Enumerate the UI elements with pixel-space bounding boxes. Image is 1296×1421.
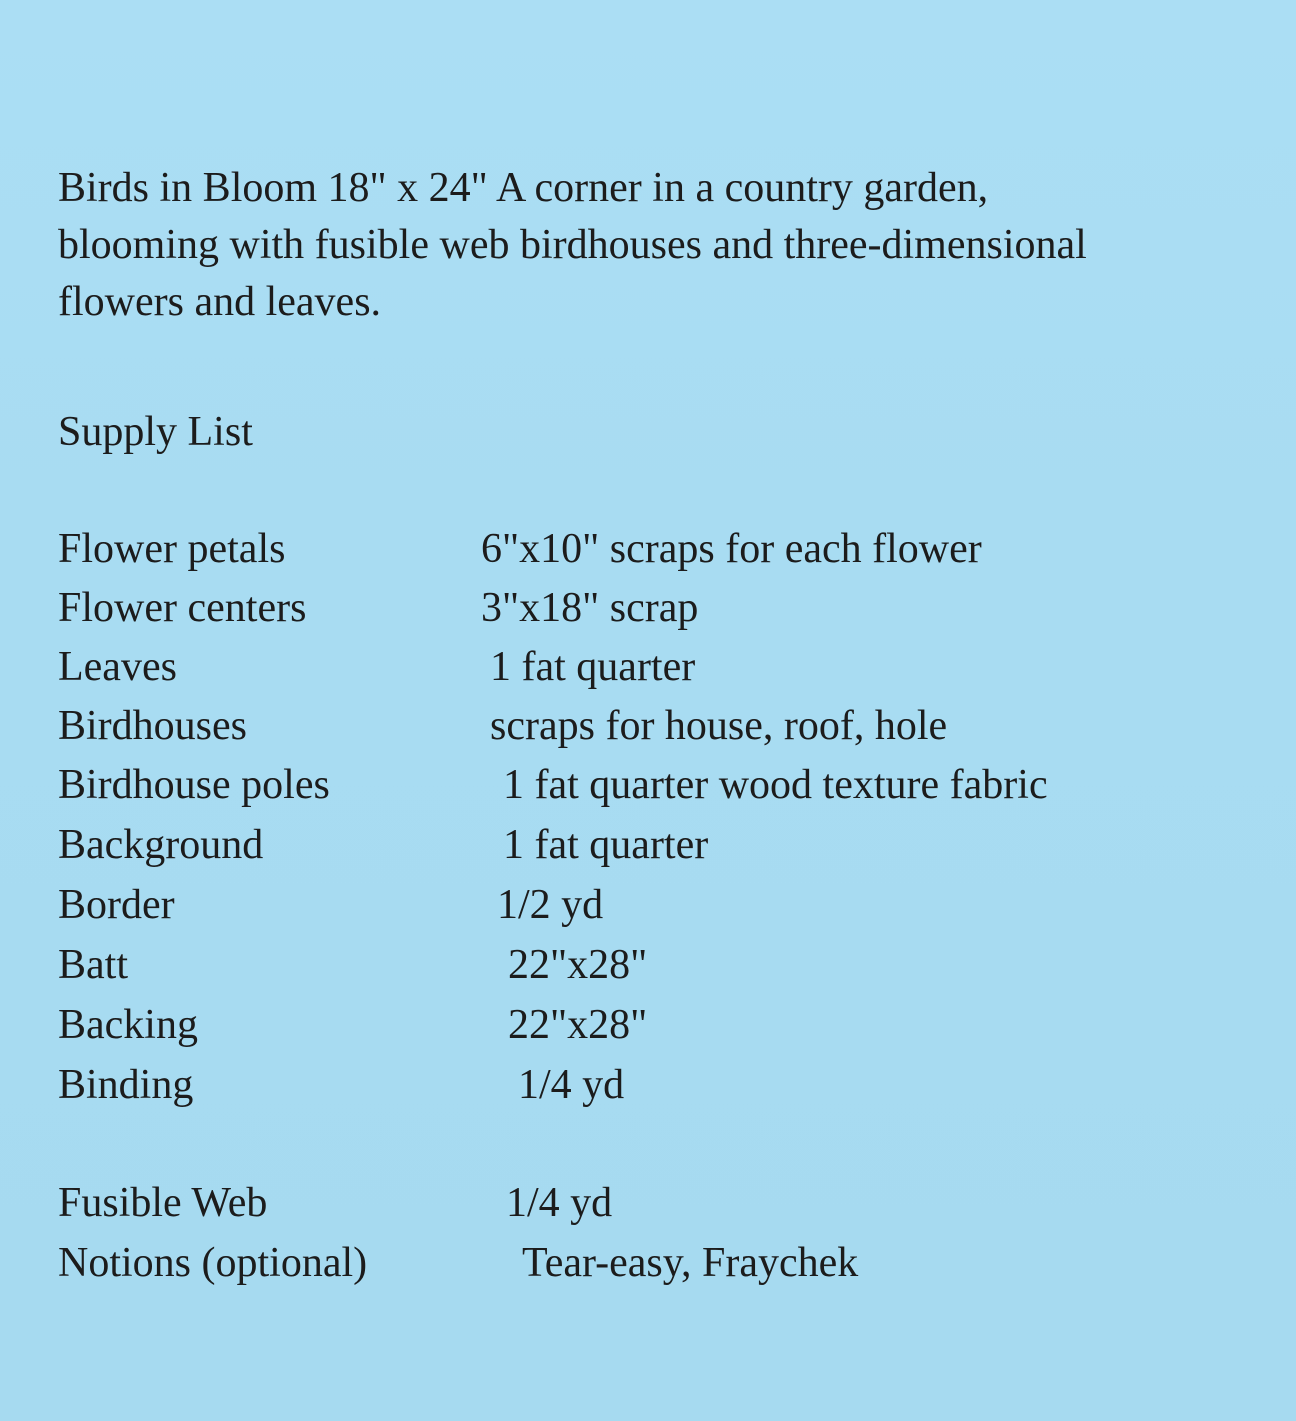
supply-item-quantity: 6"x10" scraps for each flower xyxy=(481,526,982,572)
intro-line: blooming with fusible web birdhouses and three-dimensional xyxy=(58,222,1087,268)
supply-list-heading: Supply List xyxy=(58,409,253,455)
supply-row xyxy=(0,1056,1296,1114)
supply-item-name: Flower petals xyxy=(58,526,286,572)
supply-item-quantity: 1/2 yd xyxy=(497,882,604,928)
supply-row xyxy=(0,816,1296,874)
supply-item-name: Binding xyxy=(58,1062,194,1108)
supply-item-name: Leaves xyxy=(58,644,177,690)
supply-item-name: Flower centers xyxy=(58,585,307,631)
supply-row xyxy=(0,638,1296,696)
supply-item-name: Birdhouses xyxy=(58,703,247,749)
supply-item-quantity: 1 fat quarter wood texture fabric xyxy=(503,762,1048,808)
supply-item-quantity: 22"x28" xyxy=(508,942,648,988)
supply-item-quantity: 1/4 yd xyxy=(518,1062,625,1108)
supply-row xyxy=(0,936,1296,994)
supply-row xyxy=(0,697,1296,755)
supply-item-quantity: scraps for house, roof, hole xyxy=(490,703,948,749)
supply-item-name: Batt xyxy=(58,942,128,988)
supply-item-name: Border xyxy=(58,882,175,928)
supply-item-quantity: 1/4 yd xyxy=(506,1180,613,1226)
supply-item-name: Notions (optional) xyxy=(58,1240,368,1286)
intro-line: flowers and leaves. xyxy=(58,279,382,325)
supply-item-name: Background xyxy=(58,822,264,868)
supply-row xyxy=(0,1174,1296,1232)
supply-item-quantity: 1 fat quarter xyxy=(490,644,696,690)
intro-paragraph xyxy=(58,160,1278,331)
supply-item-name: Backing xyxy=(58,1002,198,1048)
supply-row xyxy=(0,1234,1296,1292)
supply-row xyxy=(0,756,1296,814)
supply-item-quantity: 1 fat quarter xyxy=(503,822,709,868)
supply-item-name: Birdhouse poles xyxy=(58,762,330,808)
supply-item-name: Fusible Web xyxy=(58,1180,268,1226)
supply-row xyxy=(0,520,1296,578)
supply-item-quantity: 3"x18" scrap xyxy=(481,585,699,631)
supply-item-quantity: 22"x28" xyxy=(508,1002,648,1048)
supply-row xyxy=(0,876,1296,934)
supply-row xyxy=(0,579,1296,637)
supply-row xyxy=(0,996,1296,1054)
intro-line: Birds in Bloom 18" x 24" A corner in a country garden, xyxy=(58,165,989,211)
supply-item-quantity: Tear-easy, Fraychek xyxy=(522,1240,859,1286)
